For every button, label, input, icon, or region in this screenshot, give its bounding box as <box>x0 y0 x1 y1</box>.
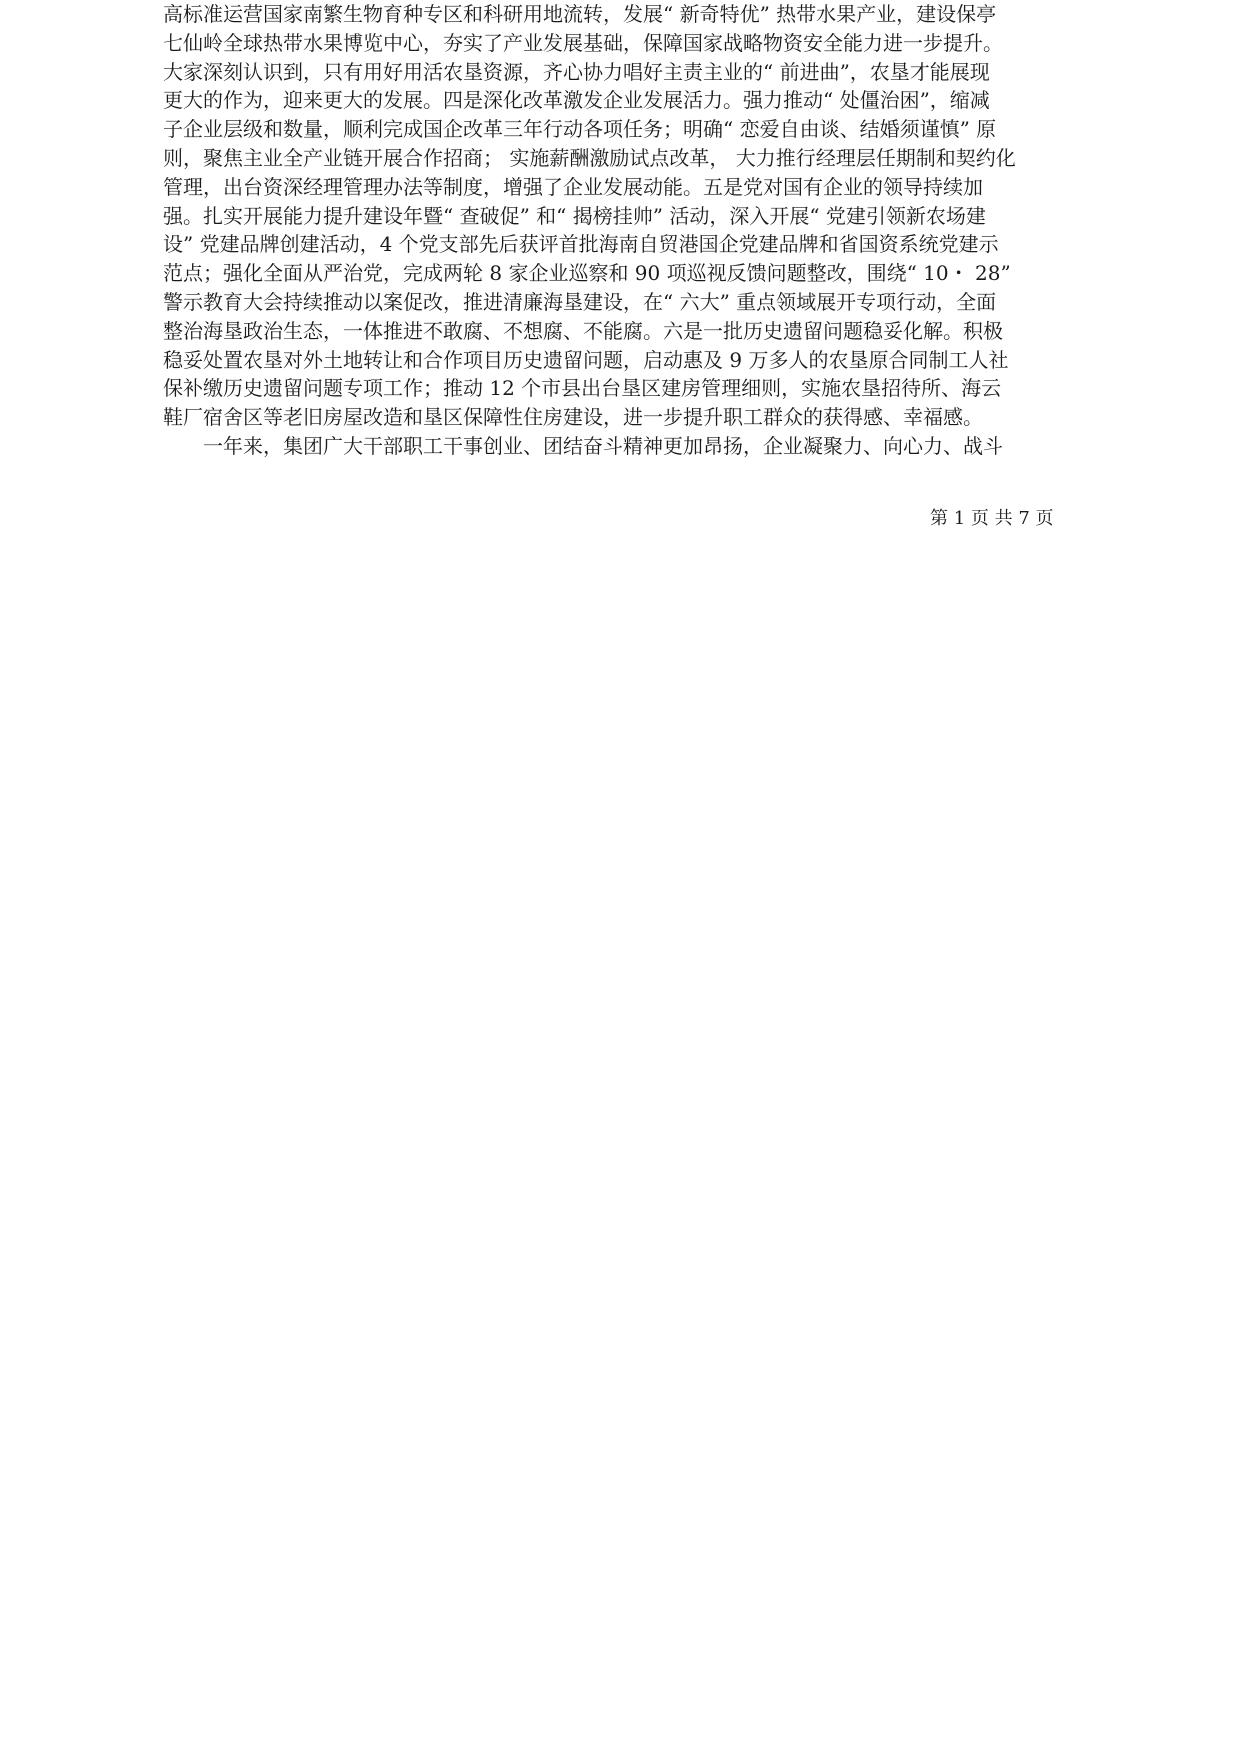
text-line: 警示教育大会持续推动以案促改，推进清廉海垦建设，在“ 六大” 重点领域展开专项行动，全面 <box>163 289 997 314</box>
text-line: 七仙岭全球热带水果博览中心，夯实了产业发展基础，保障国家战略物资安全能力进一步提升。 <box>163 30 1003 55</box>
text-line: 稳妥处置农垦对外土地转让和合作项目历史遗留问题，启动惠及 9 万多人的农垦原合同制工人社 <box>163 347 1009 372</box>
text-line: 则，聚焦主业全产业链开展合作招商； 实施薪酬激励试点改革， 大力推行经理层任期制和契约化 <box>163 145 1016 170</box>
body-text <box>163 0 1093 461</box>
text-line: 高标准运营国家南繁生物育种专区和科研用地流转，发展“ 新奇特优” 热带水果产业，建设保亭 <box>163 2 997 26</box>
text-line: 设” 党建品牌创建活动，4 个党支部先后获评首批海南自贸港国企党建品牌和省国资系统党建示 <box>163 232 999 257</box>
page-number-footer: 第 1 页 共 7 页 <box>930 508 1054 529</box>
text-line: 保补缴历史遗留问题专项工作；推动 12 个市县出台垦区建房管理细则，实施农垦招待所、海云 <box>163 376 1002 401</box>
text-line: 管理，出台资深经理管理办法等制度，增强了企业发展动能。五是党对国有企业的领导持续加 <box>163 174 983 199</box>
paragraph-start-line: 一年来，集团广大干部职工干事创业、团结奋斗精神更加昂扬，企业凝聚力、向心力、战斗 <box>203 433 1003 458</box>
text-line: 强。扎实开展能力提升建设年暨“ 查破促” 和“ 揭榜挂帅” 活动，深入开展“ 党建引领新农场建 <box>163 203 986 228</box>
text-line: 范点；强化全面从严治党，完成两轮 8 家企业巡察和 90 项巡视反馈问题整改，围绕“ 10・ 28” <box>163 261 1011 286</box>
text-line: 大家深刻认识到，只有用好用活农垦资源，齐心协力唱好主责主业的“ 前进曲”，农垦才能展现 <box>163 59 990 84</box>
text-line: 子企业层级和数量，顺利完成国企改革三年行动各项任务；明确“ 恋爱自由谈、结婚须谨慎” 原 <box>163 117 997 142</box>
text-line: 鞋厂宿舍区等老旧房屋改造和垦区保障性住房建设，进一步提升职工群众的获得感、幸福感。 <box>163 405 983 430</box>
text-line: 更大的作为，迎来更大的发展。四是深化改革激发企业发展活力。强力推动“ 处僵治困”，缩减 <box>163 88 990 113</box>
text-line: 整治海垦政治生态，一体推进不敢腐、不想腐、不能腐。六是一批历史遗留问题稳妥化解。积极 <box>163 318 1003 343</box>
